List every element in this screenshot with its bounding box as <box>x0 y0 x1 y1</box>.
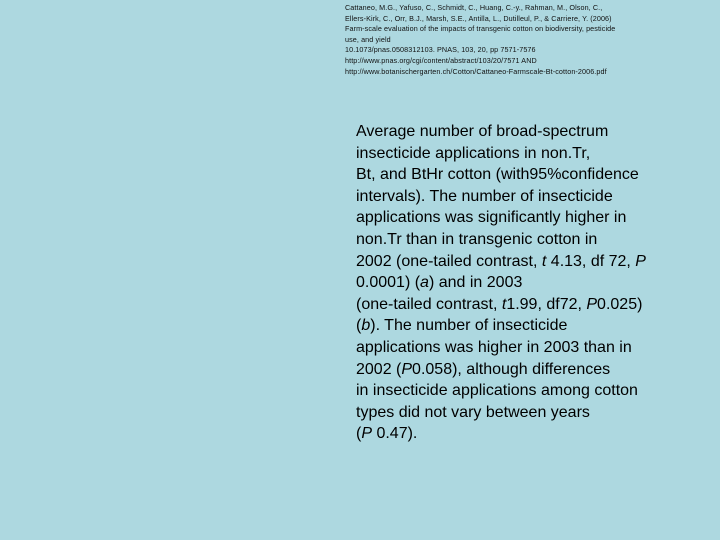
caption-line: intervals). The number of insecticide <box>356 187 613 205</box>
caption-line <box>356 272 711 294</box>
caption-text: 2002 (one-tailed contrast, <box>356 252 542 270</box>
caption-text: ( <box>356 425 362 443</box>
caption-line <box>356 315 711 337</box>
citation-url-pdf: http://www.botanischergarten.ch/Cotton/Cattaneo-Farmscale-Bt-cotton-2006.pdf <box>345 66 607 76</box>
caption-line <box>356 423 711 445</box>
stat-symbol-p: P <box>401 360 413 378</box>
citation-line: Farm-scale evaluation of the impacts of transgenic cotton on biodiversity, pesticide <box>345 24 616 34</box>
caption-text: 0.0001) ( <box>356 274 421 292</box>
stat-symbol-p: P <box>635 252 646 270</box>
caption-line: applications was higher in 2003 than in <box>356 338 632 356</box>
caption-text: ) and in 2003 <box>428 274 523 292</box>
caption-line: applications was significantly higher in <box>356 209 627 227</box>
caption-line <box>356 294 711 316</box>
caption-text: 0.025) <box>597 295 643 313</box>
citation-line: Cattaneo, M.G., Yafuso, C., Schmidt, C., Huang, C.-y., Rahman, M., Olson, C., <box>345 3 603 12</box>
caption-line: non.Tr than in transgenic cotton in <box>356 230 598 248</box>
caption-text: 2002 ( <box>356 360 402 378</box>
caption-line: Bt, and BtHr cotton (with95%confidence <box>356 166 639 184</box>
citation-block <box>345 3 715 77</box>
stat-symbol-p: P <box>586 295 598 313</box>
caption-line <box>356 251 711 273</box>
citation-line: use, and yield <box>345 34 391 44</box>
stat-symbol-p: P <box>361 425 372 443</box>
stat-symbol-t: t <box>541 252 547 270</box>
citation-url-abstract: http://www.pnas.org/cgi/content/abstract/103/20/7571 AND <box>345 55 537 65</box>
caption-text: 1.99, df72, <box>506 295 587 313</box>
citation-line: Ellers-Kirk, C., Orr, B.J., Marsh, S.E., Antilla, L., Dutilleul, P., & Carriere, Y. (2006) <box>345 13 612 23</box>
caption-line: Average number of broad-spectrum <box>356 123 609 140</box>
panel-label-b: b <box>361 317 371 335</box>
panel-label-a: a <box>420 274 429 292</box>
caption-text: 0.058), although differences <box>412 360 611 378</box>
caption-text: ). The number of insecticide <box>370 317 568 335</box>
caption-text: ( <box>356 317 362 335</box>
caption-text: (one-tailed contrast, <box>356 295 502 313</box>
citation-doi: 10.1073/pnas.0508312103. PNAS, 103, 20, pp 7571-7576 <box>345 45 536 55</box>
caption-line <box>356 359 711 381</box>
caption-line: in insecticide applications among cotton <box>356 382 638 400</box>
caption-line: types did not vary between years <box>356 403 590 421</box>
caption-line: insecticide applications in non.Tr, <box>356 144 591 162</box>
caption-text: 4.13, df 72, <box>546 252 636 270</box>
figure-caption <box>356 121 711 445</box>
stat-symbol-t: t <box>501 295 507 313</box>
caption-text: 0.47). <box>372 425 418 443</box>
